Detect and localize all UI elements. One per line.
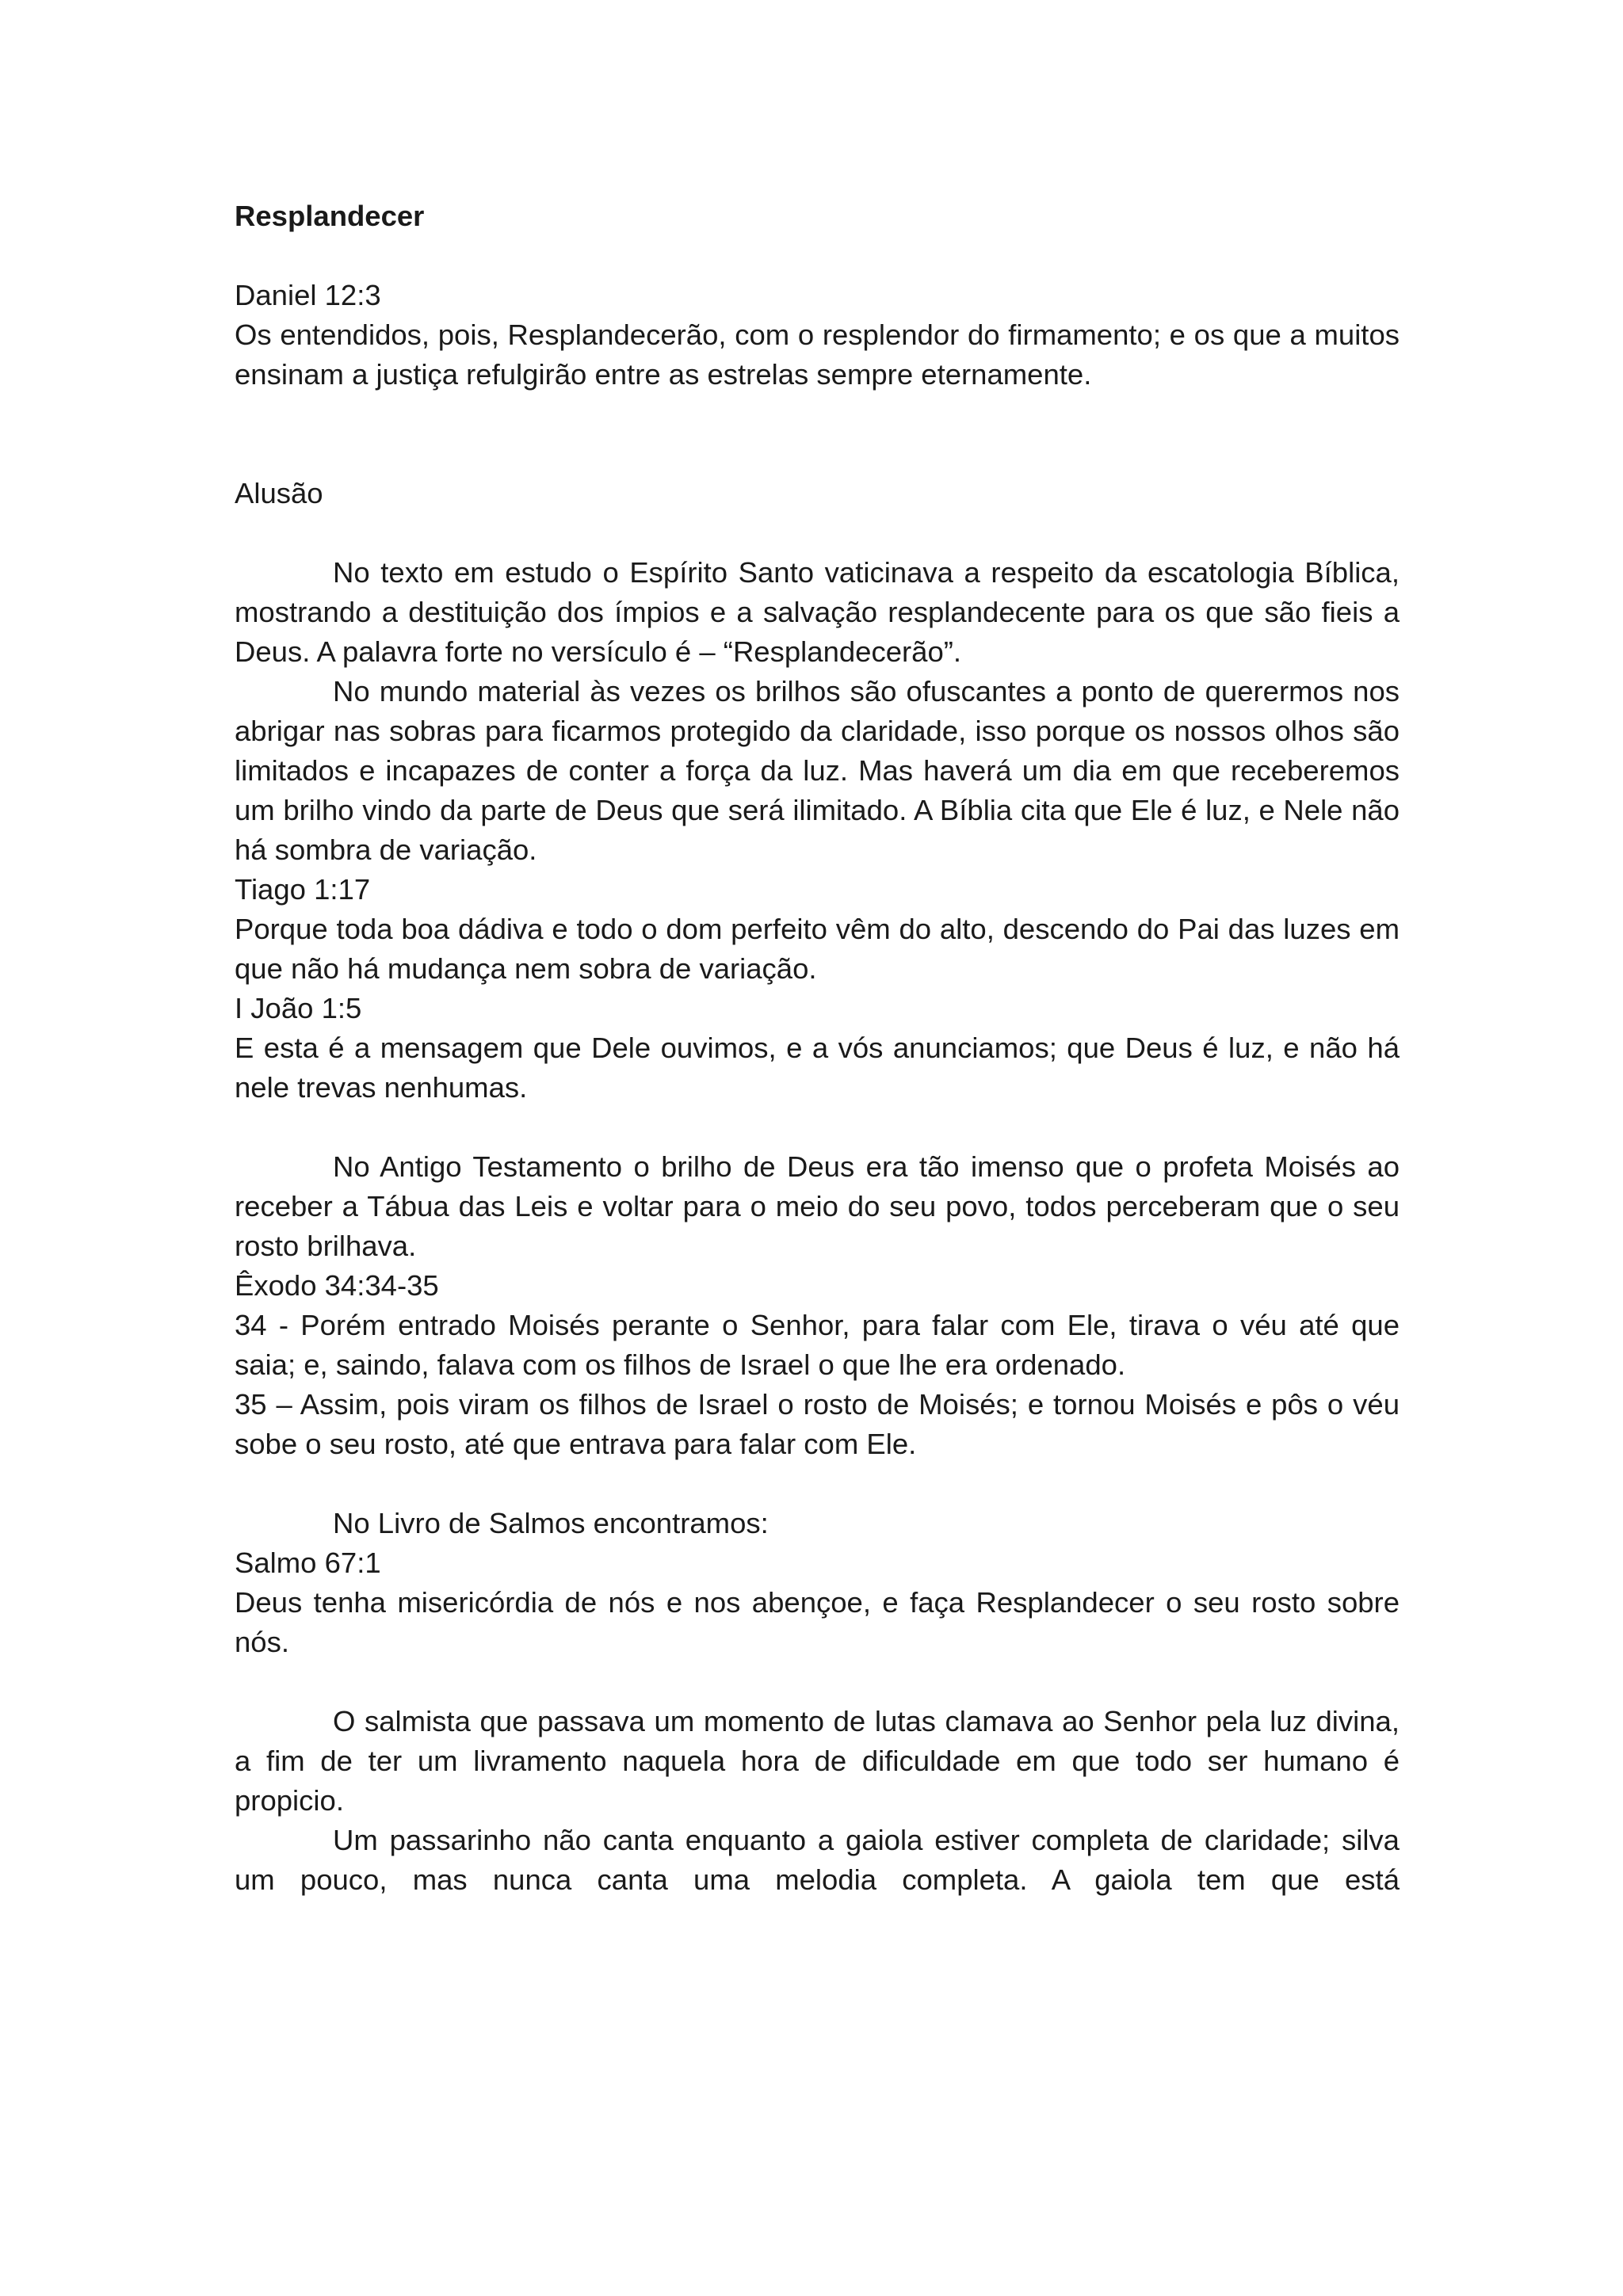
scripture-reference-daniel: Daniel 12:3 bbox=[235, 279, 381, 311]
scripture-text-exodo-35: 35 – Assim, pois viram os filhos de Israel o rosto de Moisés; e tornou Moisés e pôs o véu sobe o seu rosto, até que entrava para falar com Ele. bbox=[235, 1388, 1400, 1460]
section-heading-alusao: Alusão bbox=[235, 477, 323, 509]
scripture-text-daniel: Os entendidos, pois, Resplandecerão, com o resplendor do firmamento; e os que a muitos ensinam a justiça refulgirão entre as estrelas sempre eternamente. bbox=[235, 318, 1400, 391]
scripture-text-tiago: Porque toda boa dádiva e todo o dom perfeito vêm do alto, descendo do Pai das luzes em que não há mudança nem sobra de variação. bbox=[235, 913, 1400, 985]
scripture-text-exodo-34: 34 - Porém entrado Moisés perante o Senhor, para falar com Ele, tirava o véu até que saia; e, saindo, falava com os filhos de Israel o que lhe era ordenado. bbox=[235, 1309, 1400, 1381]
paragraph-4: No Livro de Salmos encontramos: bbox=[333, 1507, 769, 1539]
paragraph-6: Um passarinho não canta enquanto a gaiola estiver completa de claridade; silva um pouco, mas nunca canta uma melodia completa. A gaiola tem que está bbox=[235, 1824, 1400, 1896]
document-page bbox=[235, 196, 1400, 1900]
document-title: Resplandecer bbox=[235, 200, 425, 232]
paragraph-2: No mundo material às vezes os brilhos são ofuscantes a ponto de querermos nos abrigar nas sobras para ficarmos protegido da claridade, isso porque os nossos olhos são limitados e incapazes de conter a força da luz. Mas haverá um dia em que receberemos um brilho vindo da parte de Deus que será ilimitado. A Bíblia cita que Ele é luz, e Nele não há sombra de variação. bbox=[235, 675, 1400, 866]
scripture-reference-joao: I João 1:5 bbox=[235, 992, 362, 1024]
scripture-reference-salmo: Salmo 67:1 bbox=[235, 1547, 381, 1579]
scripture-reference-tiago: Tiago 1:17 bbox=[235, 873, 371, 906]
paragraph-3: No Antigo Testamento o brilho de Deus era tão imenso que o profeta Moisés ao receber a Tábua das Leis e voltar para o meio do seu povo, todos perceberam que o seu rosto brilhava. bbox=[235, 1150, 1400, 1262]
paragraph-5: O salmista que passava um momento de lutas clamava ao Senhor pela luz divina, a fim de ter um livramento naquela hora de dificuldade em que todo ser humano é propicio. bbox=[235, 1705, 1400, 1817]
scripture-reference-exodo: Êxodo 34:34-35 bbox=[235, 1269, 439, 1302]
scripture-text-joao: E esta é a mensagem que Dele ouvimos, e a vós anunciamos; que Deus é luz, e não há nele trevas nenhumas. bbox=[235, 1032, 1400, 1104]
paragraph-1: No texto em estudo o Espírito Santo vaticinava a respeito da escatologia Bíblica, mostrando a destituição dos ímpios e a salvação resplandecente para os que são fieis a Deus. A palavra forte no versículo é – “Resplandecerão”. bbox=[235, 556, 1400, 668]
scripture-text-salmo: Deus tenha misericórdia de nós e nos abençoe, e faça Resplandecer o seu rosto sobre nós. bbox=[235, 1586, 1400, 1658]
